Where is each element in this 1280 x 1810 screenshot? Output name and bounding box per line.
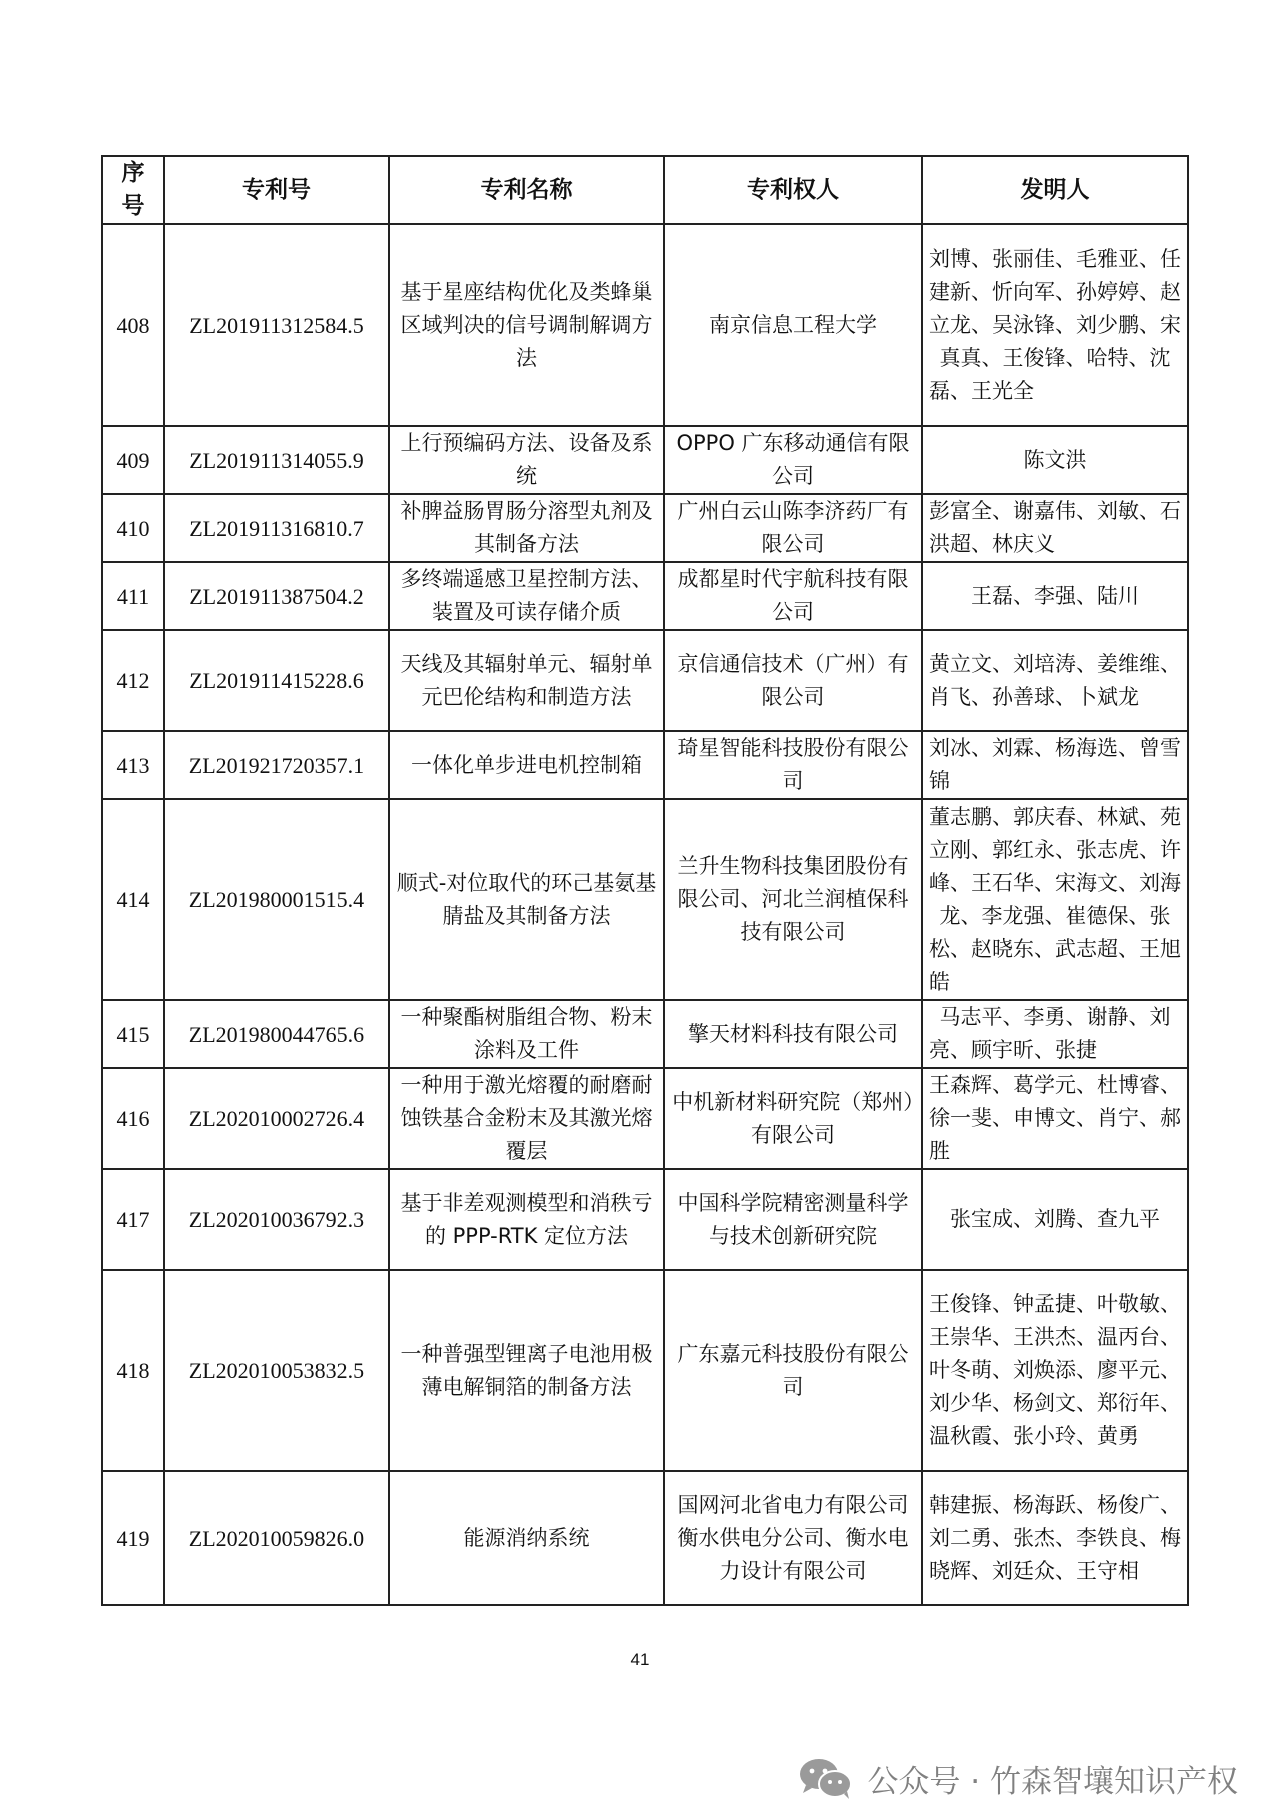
cell-patent-holder: 京信通信技术（广州）有限公司 [664,630,922,731]
cell-seq: 418 [102,1270,164,1471]
header-seq: 序 号 [102,156,164,224]
cell-inventors: 王俊锋、钟孟捷、叶敬敏、王崇华、王洪杰、温丙台、叶冬萌、刘焕添、廖平元、刘少华、杨剑文、郑衍年、温秋霞、张小玲、黄勇 [922,1270,1188,1471]
cell-patent-number: ZL201911387504.2 [164,562,389,630]
cell-patent-name: 天线及其辐射单元、辐射单元巴伦结构和制造方法 [389,630,664,731]
table-row [102,1270,1188,1471]
table-row [102,426,1188,494]
cell-patent-name: 能源消纳系统 [389,1471,664,1605]
cell-patent-number: ZL202010002726.4 [164,1068,389,1169]
cell-patent-number: ZL201911312584.5 [164,224,389,426]
cell-seq: 413 [102,731,164,799]
cell-patent-number: ZL202010036792.3 [164,1169,389,1270]
cell-patent-number: ZL202010059826.0 [164,1471,389,1605]
cell-seq: 419 [102,1471,164,1605]
cell-seq: 414 [102,799,164,1000]
cell-patent-holder: 擎天材料科技有限公司 [664,1000,922,1068]
cell-seq: 415 [102,1000,164,1068]
cell-patent-name: 一种聚酯树脂组合物、粉末涂料及工件 [389,1000,664,1068]
cell-inventors: 陈文洪 [922,426,1188,494]
cell-inventors: 董志鹏、郭庆春、林斌、苑立刚、郭红永、张志虎、许峰、王石华、宋海文、刘海龙、李龙强、崔德保、张松、赵晓东、武志超、王旭皓 [922,799,1188,1000]
cell-patent-name: 一体化单步进电机控制箱 [389,731,664,799]
page-number: 41 [630,1650,650,1669]
cell-patent-holder: 成都星时代宇航科技有限公司 [664,562,922,630]
table-row [102,1068,1188,1169]
cell-patent-number: ZL201911316810.7 [164,494,389,562]
cell-patent-holder: 国网河北省电力有限公司衡水供电分公司、衡水电力设计有限公司 [664,1471,922,1605]
cell-inventors: 马志平、李勇、谢静、刘亮、顾宇昕、张捷 [922,1000,1188,1068]
cell-patent-holder: 中机新材料研究院（郑州）有限公司 [664,1068,922,1169]
table-row [102,562,1188,630]
table-row [102,1169,1188,1270]
cell-patent-number: ZL202010053832.5 [164,1270,389,1471]
cell-patent-number: ZL201921720357.1 [164,731,389,799]
cell-seq: 416 [102,1068,164,1169]
table-header-row [102,156,1188,224]
cell-patent-holder: 南京信息工程大学 [664,224,922,426]
header-patent-holder: 专利权人 [664,156,922,224]
table-row [102,630,1188,731]
header-patent-name: 专利名称 [389,156,664,224]
cell-patent-name: 基于星座结构优化及类蜂巢区域判决的信号调制解调方法 [389,224,664,426]
header-inventors: 发明人 [922,156,1188,224]
cell-seq: 408 [102,224,164,426]
table-row [102,494,1188,562]
cell-patent-number: ZL201911415228.6 [164,630,389,731]
header-patent-number: 专利号 [164,156,389,224]
wechat-icon [797,1756,855,1800]
cell-inventors: 彭富全、谢嘉伟、刘敏、石洪超、林庆义 [922,494,1188,562]
cell-patent-name: 顺式-对位取代的环己基氨基腈盐及其制备方法 [389,799,664,1000]
patent-table [101,155,1189,1606]
cell-patent-name: 基于非差观测模型和消秩亏的 PPP-RTK 定位方法 [389,1169,664,1270]
cell-patent-holder: 广州白云山陈李济药厂有限公司 [664,494,922,562]
cell-patent-name: 多终端遥感卫星控制方法、装置及可读存储介质 [389,562,664,630]
cell-inventors: 王森辉、葛学元、杜博睿、徐一斐、申博文、肖宁、郝胜 [922,1068,1188,1169]
cell-seq: 417 [102,1169,164,1270]
cell-seq: 410 [102,494,164,562]
cell-inventors: 韩建振、杨海跃、杨俊广、刘二勇、张杰、李铁良、梅晓辉、刘廷众、王守相 [922,1471,1188,1605]
cell-patent-holder: 兰升生物科技集团股份有限公司、河北兰润植保科技有限公司 [664,799,922,1000]
table-row [102,799,1188,1000]
table-row [102,731,1188,799]
table-row [102,1000,1188,1068]
cell-inventors: 王磊、李强、陆川 [922,562,1188,630]
cell-patent-name: 一种用于激光熔覆的耐磨耐蚀铁基合金粉末及其激光熔覆层 [389,1068,664,1169]
table-row [102,1471,1188,1605]
cell-patent-number: ZL201980044765.6 [164,1000,389,1068]
cell-patent-holder: OPPO 广东移动通信有限公司 [664,426,922,494]
table-row [102,224,1188,426]
cell-inventors: 刘冰、刘霖、杨海选、曾雪锦 [922,731,1188,799]
cell-seq: 411 [102,562,164,630]
cell-inventors: 黄立文、刘培涛、姜维维、肖飞、孙善球、卜斌龙 [922,630,1188,731]
cell-seq: 409 [102,426,164,494]
watermark [797,1752,1238,1804]
cell-inventors: 张宝成、刘腾、查九平 [922,1169,1188,1270]
cell-patent-number: ZL201980001515.4 [164,799,389,1000]
cell-inventors: 刘博、张丽佳、毛雅亚、任建新、忻向军、孙婷婷、赵立龙、吴泳锋、刘少鹏、宋真真、王俊锋、哈特、沈磊、王光全 [922,224,1188,426]
cell-patent-number: ZL201911314055.9 [164,426,389,494]
cell-patent-holder: 中国科学院精密测量科学与技术创新研究院 [664,1169,922,1270]
cell-seq: 412 [102,630,164,731]
watermark-text: 公众号 · 竹森智壤知识产权 [867,1763,1238,1800]
cell-patent-name: 补脾益肠胃肠分溶型丸剂及其制备方法 [389,494,664,562]
cell-patent-holder: 琦星智能科技股份有限公司 [664,731,922,799]
cell-patent-name: 上行预编码方法、设备及系统 [389,426,664,494]
cell-patent-holder: 广东嘉元科技股份有限公司 [664,1270,922,1471]
cell-patent-name: 一种普强型锂离子电池用极薄电解铜箔的制备方法 [389,1270,664,1471]
